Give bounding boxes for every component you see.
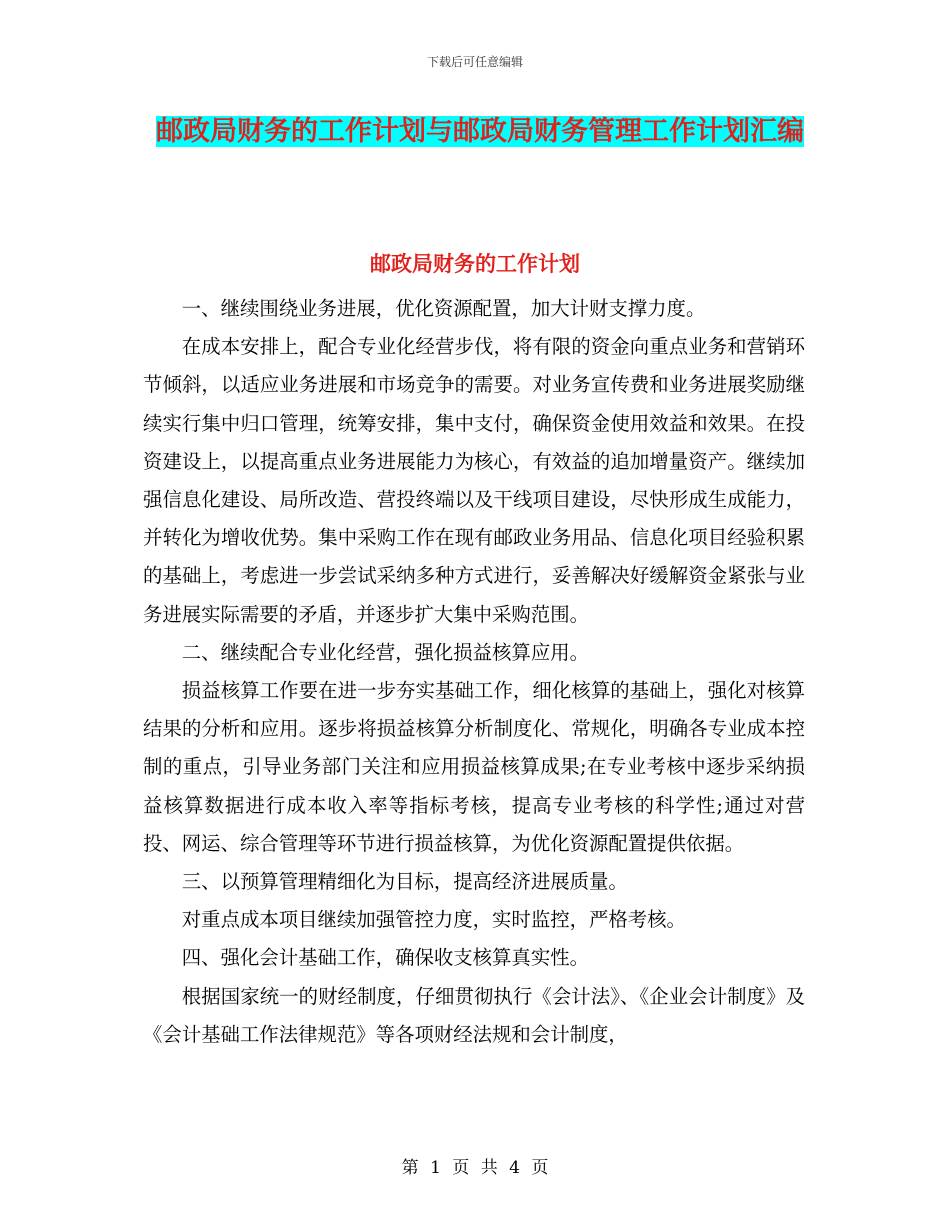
document-title: [140, 108, 820, 156]
paragraph: 对重点成本项目继续加强管控力度，实时监控，严格考核。: [181, 908, 686, 932]
paragraph: 在成本安排上，配合专业化经营步伐，将有限的资金向重点业务和营销环节倾斜，以适应业务进展和市场竞争的需要。对业务宣传费和业务进展奖励继续实行集中归口管理，统筹安排，集中支付，确保资金使用效益和效果。在投资建设上，以提高重点业务进展能力为核心，有效益的追加增量资产。继续加强信息化建设、局所改造、营投终端以及干线项目建设，尽快形成生成能力，并转化为增收优势。集中采购工作在现有邮政业务用品、信息化项目经验积累的基础上，考虑进一步尝试采纳多种方式进行，妥善解决好缓解资金紧张与业务进展实际需要的矛盾，并逐步扩大集中采购范围。: [143, 335, 805, 626]
section-title: 邮政局财务的工作计划: [370, 252, 580, 276]
paragraph: 四、强化会计基础工作，确保收支核算真实性。: [181, 946, 589, 970]
page-footer: 第 1 页 共 4 页: [401, 1158, 549, 1178]
paragraph: 一、继续围绕业务进展，优化资源配置，加大计财支撑力度。: [181, 297, 706, 320]
paragraph: 根据国家统一的财经制度，仔细贯彻执行《会计法》、《企业会计制度》及《会计基础工作法律规范》等各项财经法规和会计制度，: [143, 984, 805, 1046]
document-title-text: 邮政局财务的工作计划与邮政局财务管理工作计划汇编: [156, 116, 804, 147]
header-note: 下载后可任意编辑: [426, 55, 523, 69]
paragraph: 损益核算工作要在进一步夯实基础工作，细化核算的基础上，强化对核算结果的分析和应用。逐步将损益核算分析制度化、常规化，明确各专业成本控制的重点，引导业务部门关注和应用损益核算成果;在专业考核中逐步采纳损益核算数据进行成本收入率等指标考核，提高专业考核的科学性;通过对营投、网运、综合管理等环节进行损益核算，为优化资源配置提供依据。: [143, 679, 805, 855]
paragraph: 三、以预算管理精细化为目标，提高经济进展质量。: [181, 870, 628, 894]
body-text: [143, 290, 805, 1054]
paragraph: 二、继续配合专业化经营，强化损益核算应用。: [181, 640, 589, 664]
